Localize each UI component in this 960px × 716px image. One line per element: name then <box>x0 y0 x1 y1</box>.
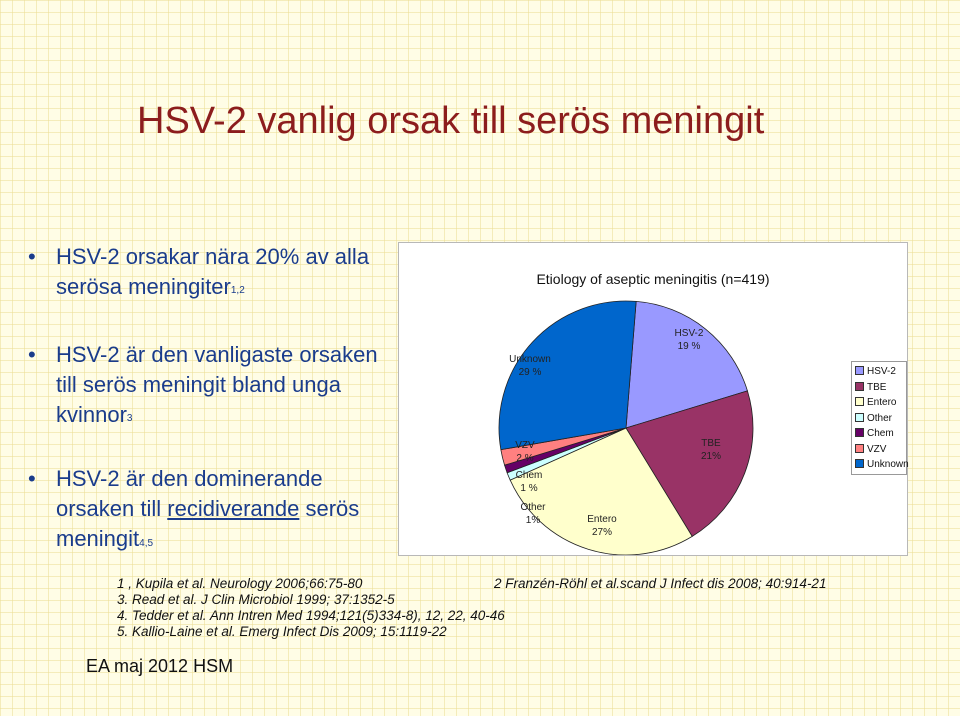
bullet-dot-icon: • <box>28 466 36 491</box>
legend-item-hsv-2 <box>855 366 896 377</box>
reference-item: 3. Read et al. J Clin Microbiol 1999; 37:1352-5 <box>117 592 395 607</box>
reference-item: 4. Tedder et al. Ann Intren Med 1994;121(5)334-8), 12, 22, 40-46 <box>117 608 505 623</box>
legend-item-chem <box>855 428 894 439</box>
slide-title: HSV-2 vanlig orsak till serös meningit <box>137 100 765 142</box>
slice-label-other: Other 1% <box>520 502 546 526</box>
reference-item: 1 , Kupila et al. Neurology 2006;66:75-80 <box>117 576 363 591</box>
bullet-sub: 4,5 <box>139 538 154 549</box>
pie-chart <box>399 243 907 555</box>
legend-swatch <box>855 428 864 437</box>
legend-swatch <box>855 444 864 453</box>
legend-swatch <box>855 459 864 468</box>
legend-swatch <box>855 413 864 422</box>
slice-label-unknown: Unknown 29 % <box>509 354 551 378</box>
legend-item-tbe <box>855 382 886 393</box>
chart-title: Etiology of aseptic meningitis (n=419) <box>536 271 770 287</box>
legend-item-unknown <box>855 459 909 470</box>
legend-label: VZV <box>867 443 887 455</box>
slice-label-entero: Entero 27% <box>587 514 617 538</box>
slice-label-vzv: VZV 2 % <box>515 440 535 464</box>
legend-swatch <box>855 366 864 375</box>
slice-label-tbe: TBE 21% <box>700 438 721 462</box>
bullet-sup: 3 <box>126 413 133 424</box>
legend-item-vzv <box>855 444 886 455</box>
bullet-text-underlined: recidiverande <box>167 496 300 521</box>
legend-item-entero <box>855 397 896 408</box>
legend-label: Other <box>867 412 893 424</box>
legend-label: Unknown <box>867 459 909 470</box>
bullet-sup: 1,2 <box>230 285 245 296</box>
legend-label: HSV-2 <box>867 366 896 377</box>
slice-label-hsv-2: HSV-2 19 % <box>674 328 704 352</box>
bullet-text: HSV-2 är den vanligaste orsaken till serös meningit bland unga kvinnor <box>56 342 378 427</box>
bullet-text: HSV-2 orsakar nära 20% av alla serösa meningiter <box>56 244 370 299</box>
bullet-dot-icon: • <box>28 244 36 269</box>
reference-item: 5. Kallio-Laine et al. Emerg Infect Dis 2009; 15:1119-22 <box>117 624 447 639</box>
slice-label-chem: Chem 1 % <box>515 470 543 494</box>
chart-legend <box>851 361 907 475</box>
legend-swatch <box>855 397 864 406</box>
bullet-text: HSV-2 är den dominerande orsaken till <box>56 466 323 521</box>
footer-text: EA maj 2012 HSM <box>86 656 234 676</box>
pie-chart-panel <box>398 242 908 556</box>
bullet-text: serös meningit <box>56 496 360 551</box>
legend-label: TBE <box>867 381 887 393</box>
reference-item: 2 Franzén-Röhl et al.scand J Infect dis 2008; 40:914-21 <box>494 576 827 591</box>
legend-swatch <box>855 382 864 391</box>
bullet-dot-icon: • <box>28 342 36 367</box>
legend-item-other <box>855 413 892 424</box>
legend-label: Entero <box>867 397 897 408</box>
legend-label: Chem <box>867 428 894 439</box>
